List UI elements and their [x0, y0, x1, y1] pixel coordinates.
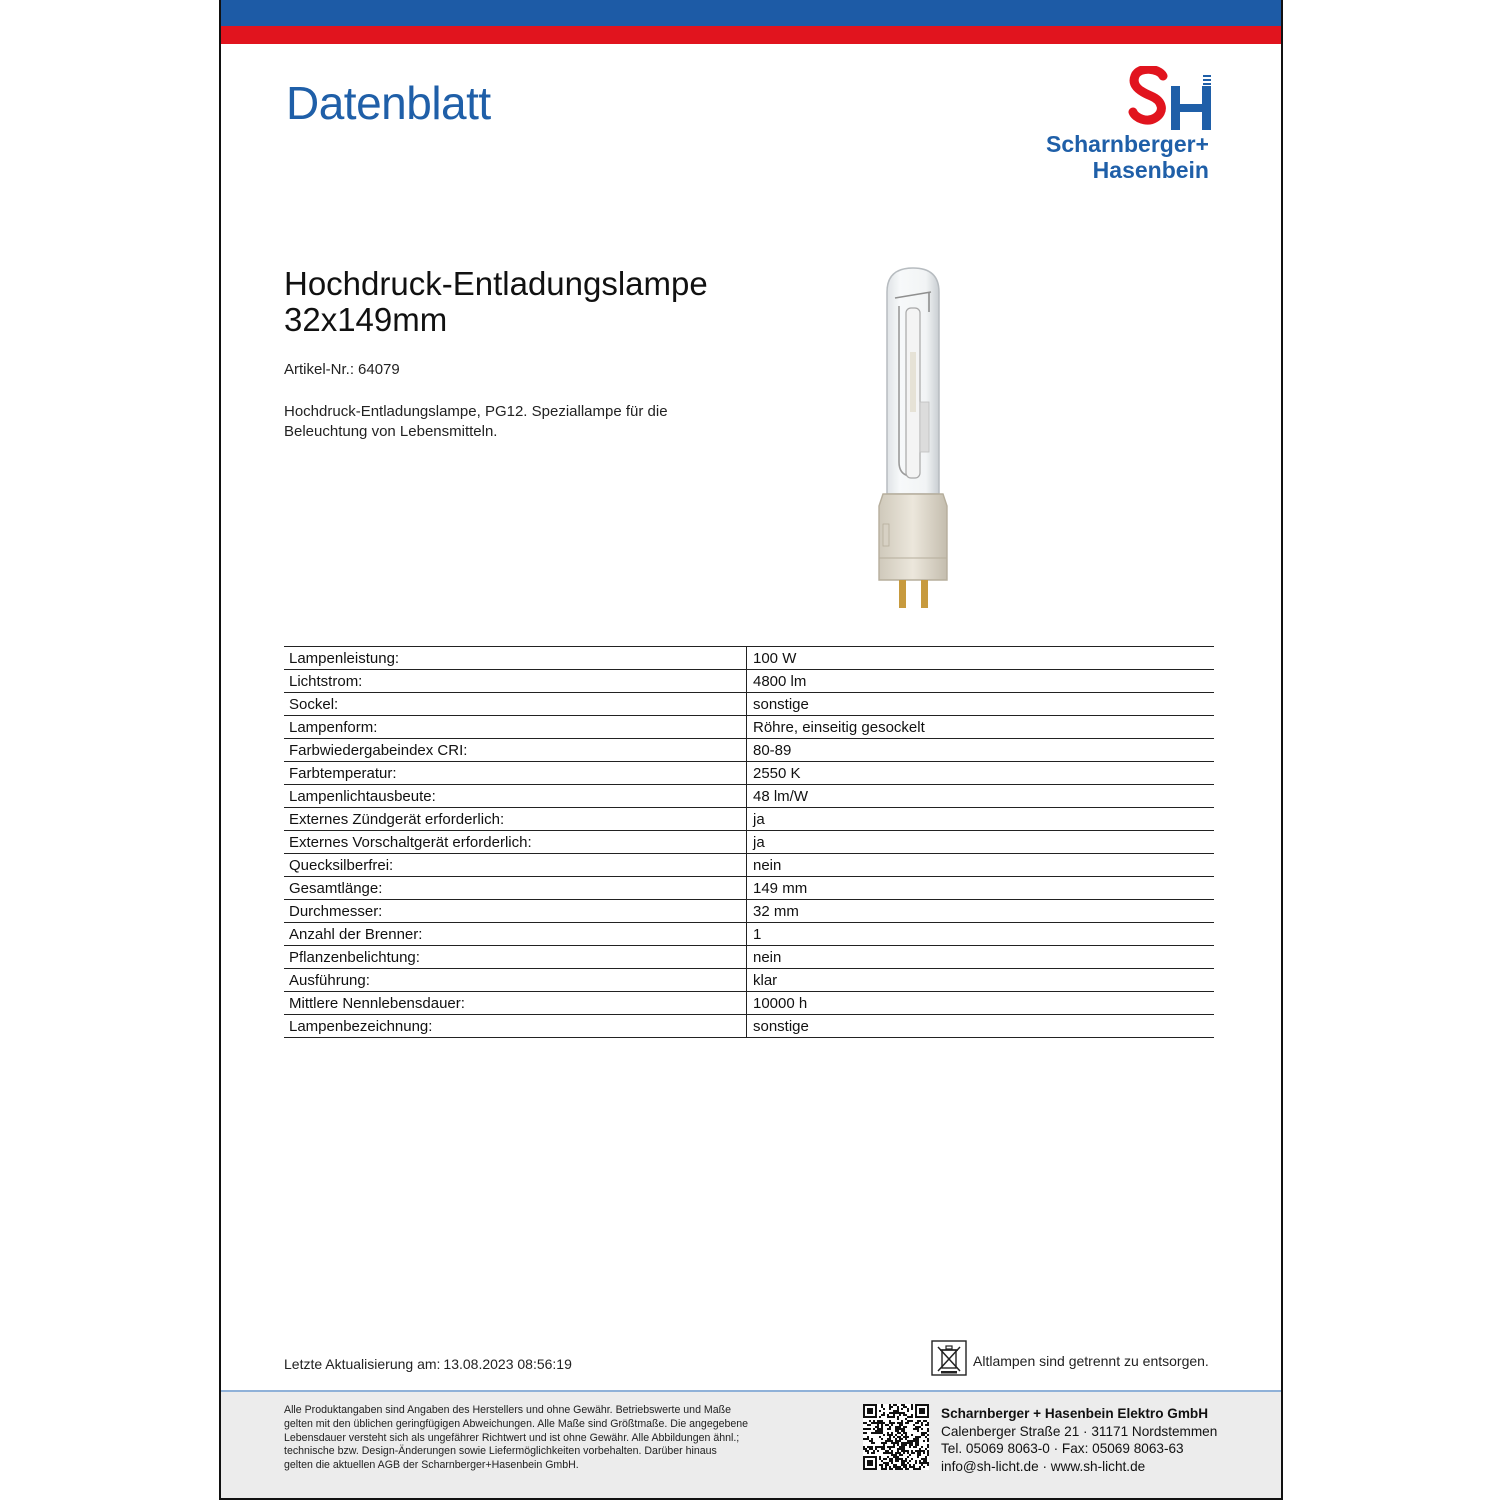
spec-label: Mittlere Nennlebensdauer:	[284, 992, 747, 1015]
spec-row	[284, 785, 1214, 808]
spec-value: sonstige	[747, 1015, 1215, 1038]
spec-value: nein	[747, 854, 1215, 877]
spec-row	[284, 923, 1214, 946]
description-line1: Hochdruck-Entladungslampe, PG12. Speziallampe für die	[284, 403, 668, 420]
spec-label: Sockel:	[284, 693, 747, 716]
qr-code[interactable]	[863, 1404, 929, 1470]
spec-label: Quecksilberfrei:	[284, 854, 747, 877]
spec-value: 32 mm	[747, 900, 1215, 923]
header-band-red	[221, 26, 1281, 44]
spec-label: Durchmesser:	[284, 900, 747, 923]
spec-value: klar	[747, 969, 1215, 992]
spec-label: Externes Vorschaltgerät erforderlich:	[284, 831, 747, 854]
spec-table	[284, 646, 1214, 1038]
spec-label: Lampenform:	[284, 716, 747, 739]
spec-row	[284, 831, 1214, 854]
last-updated-value: 13.08.2023 08:56:19	[443, 1356, 572, 1372]
product-title-line1: Hochdruck-Entladungslampe	[284, 265, 708, 302]
spec-row	[284, 900, 1214, 923]
spec-value: nein	[747, 946, 1215, 969]
spec-row	[284, 946, 1214, 969]
document-title: Datenblatt	[286, 77, 491, 129]
spec-row	[284, 739, 1214, 762]
company-address: Calenberger Straße 21 · 31171 Nordstemmen	[941, 1423, 1218, 1439]
spec-value: ja	[747, 831, 1215, 854]
disclaimer-line: Alle Produktangaben sind Angaben des Herstellers und ohne Gewähr. Betriebswerte und Maße	[284, 1404, 731, 1416]
footer-disclaimer	[284, 1404, 844, 1473]
spec-value: 48 lm/W	[747, 785, 1215, 808]
spec-label: Lampenbezeichnung:	[284, 1015, 747, 1038]
disclaimer-line: Lebensdauer versteht sich als ungefährer Richtwert und ist ohne Gewähr. Alle Abbildungen ähnl.;	[284, 1431, 740, 1444]
crossed-out-bin-icon	[931, 1340, 967, 1376]
spec-row	[284, 693, 1214, 716]
company-contact	[941, 1405, 1217, 1475]
spec-row	[284, 647, 1214, 670]
spec-row	[284, 969, 1214, 992]
company-phone-fax: Tel. 05069 8063-0 · Fax: 05069 8063-63	[941, 1441, 1184, 1456]
spec-label: Externes Zündgerät erforderlich:	[284, 808, 747, 831]
spec-label: Pflanzenbelichtung:	[284, 946, 747, 969]
spec-label: Lichtstrom:	[284, 670, 747, 693]
spec-row	[284, 854, 1214, 877]
spec-row	[284, 1015, 1214, 1038]
page-footer	[221, 1390, 1281, 1500]
article-number-label: Artikel-Nr.:	[284, 361, 355, 378]
disclaimer-line: gelten mit den üblichen geringfügigen Abweichungen. Alle Maße sind Größtmaße. Die angegebene	[284, 1417, 749, 1430]
header-band-blue	[221, 0, 1281, 26]
product-description	[284, 402, 724, 442]
datasheet-page	[219, 0, 1283, 1500]
spec-value: Röhre, einseitig gesockelt	[747, 716, 1215, 739]
spec-value: 149 mm	[747, 877, 1215, 900]
spec-label: Ausführung:	[284, 969, 747, 992]
logo-text-line1: Scharnberger+	[1046, 131, 1209, 157]
spec-row	[284, 808, 1214, 831]
spec-value: 1	[747, 923, 1215, 946]
article-number	[284, 361, 400, 378]
disposal-note: Altlampen sind getrennt zu entsorgen.	[973, 1353, 1209, 1369]
product-title-line2: 32x149mm	[284, 301, 448, 338]
disclaimer-line: gelten die aktuellen AGB der Scharnberger+Hasenbein GmbH.	[284, 1459, 579, 1472]
spec-value: 2550 K	[747, 762, 1215, 785]
logo-text-line2: Hasenbein	[1092, 157, 1209, 183]
spec-label: Lampenlichtausbeute:	[284, 785, 747, 808]
lamp-product-image	[843, 262, 983, 612]
spec-label: Gesamtlänge:	[284, 877, 747, 900]
company-name: Scharnberger + Hasenbein Elektro GmbH	[941, 1406, 1209, 1421]
spec-value: ja	[747, 808, 1215, 831]
spec-label: Farbtemperatur:	[284, 762, 747, 785]
spec-value: 4800 lm	[747, 670, 1215, 693]
disclaimer-line: technische bzw. Design-Änderungen sowie Liefermöglichkeiten vorbehalten. Darüber hinaus	[284, 1445, 717, 1458]
spec-row	[284, 992, 1214, 1015]
spec-value: 10000 h	[747, 992, 1215, 1015]
spec-value: 80-89	[747, 739, 1215, 762]
article-number-value: 64079	[358, 361, 400, 378]
spec-label: Farbwiedergabeindex CRI:	[284, 739, 747, 762]
product-title	[284, 266, 824, 338]
last-updated-label: Letzte Aktualisierung am:	[284, 1356, 441, 1372]
description-line2: Beleuchtung von Lebensmitteln.	[284, 423, 498, 440]
spec-value: sonstige	[747, 693, 1215, 716]
spec-row	[284, 716, 1214, 739]
company-web[interactable]: info@sh-licht.de · www.sh-licht.de	[941, 1458, 1146, 1474]
last-updated	[284, 1356, 572, 1372]
company-logo	[979, 66, 1219, 186]
spec-label: Lampenleistung:	[284, 647, 747, 670]
spec-value: 100 W	[747, 647, 1215, 670]
spec-row	[284, 877, 1214, 900]
spec-row	[284, 670, 1214, 693]
spec-row	[284, 762, 1214, 785]
spec-label: Anzahl der Brenner:	[284, 923, 747, 946]
sh-logo-mark	[1119, 66, 1219, 132]
